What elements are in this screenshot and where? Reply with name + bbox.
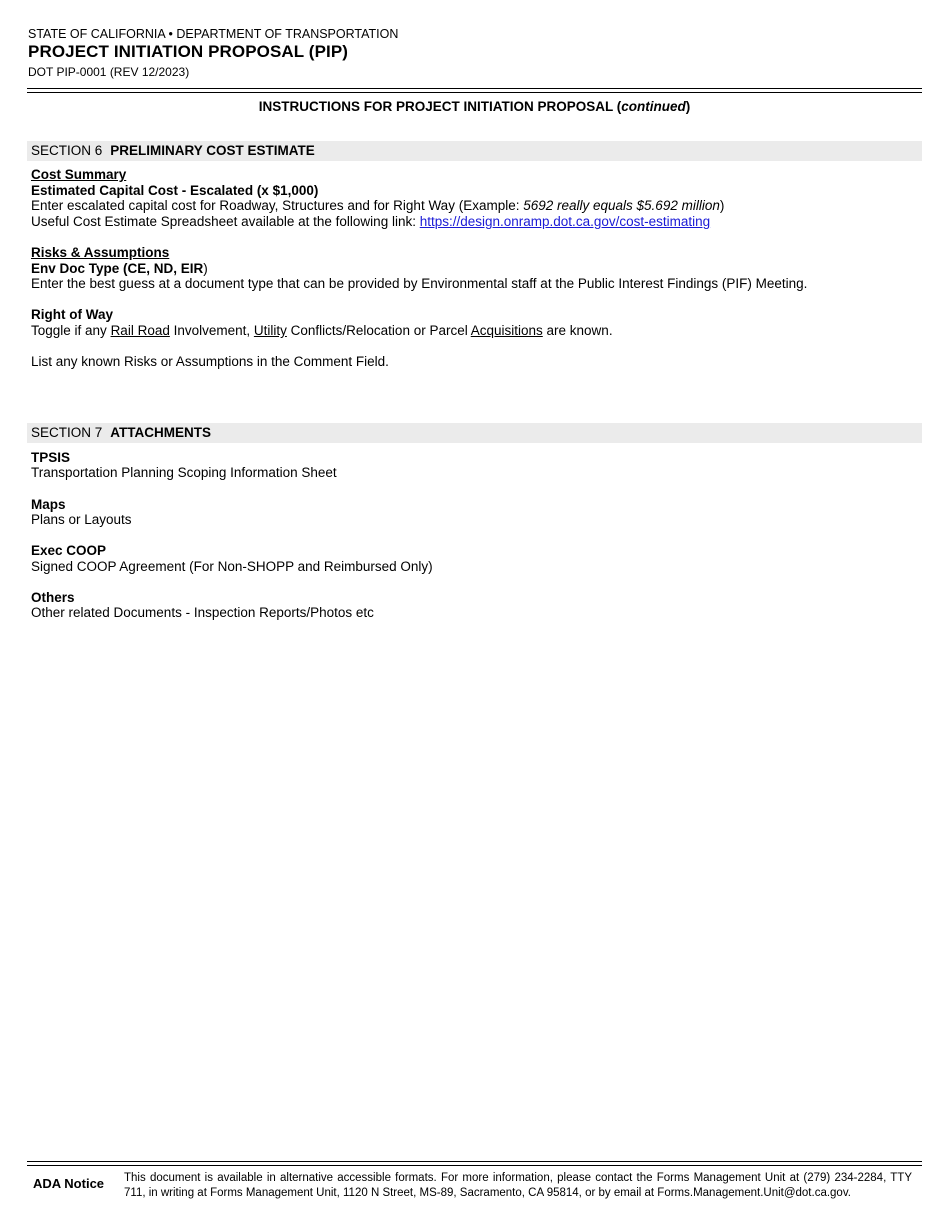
capital-cost-subheading: Estimated Capital Cost - Escalated (x $1,000)	[31, 183, 319, 198]
attachment-label: Others	[31, 590, 75, 605]
risks-heading: Risks & Assumptions	[31, 245, 170, 260]
section-number: SECTION 6	[31, 143, 103, 158]
section-name: PRELIMINARY COST ESTIMATE	[110, 143, 315, 158]
section-7-header	[27, 423, 922, 443]
right-of-way-heading: Right of Way	[31, 307, 113, 322]
section-6-header	[27, 141, 922, 161]
capital-cost-instructions: Enter escalated capital cost for Roadway, Structures and for Right Way (Example: 5692 really equals $5.692 million)	[31, 198, 725, 213]
env-doc-type-label: Env Doc Type (CE, ND, EIR)	[31, 261, 208, 276]
agency-line: STATE OF CALIFORNIA • DEPARTMENT OF TRANSPORTATION	[28, 27, 399, 41]
right-of-way-instructions: Toggle if any Rail Road Involvement, Utility Conflicts/Relocation or Parcel Acquisitions are known.	[31, 323, 613, 338]
attachment-description: Other related Documents - Inspection Reports/Photos etc	[31, 605, 374, 620]
document-page	[27, 0, 922, 1230]
comment-field-note: List any known Risks or Assumptions in the Comment Field.	[31, 354, 389, 369]
attachment-description: Signed COOP Agreement (For Non-SHOPP and Reimbursed Only)	[31, 559, 433, 574]
env-doc-type-instructions: Enter the best guess at a document type that can be provided by Environmental staff at the Public Interest Findings (PIF) Meeting.	[31, 276, 808, 291]
form-title: PROJECT INITIATION PROPOSAL (PIP)	[28, 42, 349, 61]
instructions-title: INSTRUCTIONS FOR PROJECT INITIATION PROPOSAL (continued)	[258, 99, 691, 114]
section-number: SECTION 7	[31, 425, 103, 440]
ada-notice-label: ADA Notice	[33, 1176, 105, 1191]
footer-rule	[27, 1161, 922, 1162]
spreadsheet-note: Useful Cost Estimate Spreadsheet available at the following link: https://design.onramp.dot.ca.gov/cost-estimating	[31, 214, 711, 229]
attachment-label: Exec COOP	[31, 543, 107, 558]
section-name: ATTACHMENTS	[110, 425, 212, 440]
attachment-description: Plans or Layouts	[31, 512, 132, 527]
header-rule	[27, 92, 922, 93]
cost-estimating-link[interactable]: https://design.onramp.dot.ca.gov/cost-estimating	[419, 214, 711, 229]
attachment-label: Maps	[31, 497, 66, 512]
cost-summary-heading: Cost Summary	[31, 167, 127, 182]
form-number: DOT PIP-0001 (REV 12/2023)	[28, 65, 190, 79]
footer-rule	[27, 1165, 922, 1166]
ada-notice-text: This document is available in alternative accessible formats. For more information, please contact the Forms Management Unit at (279) 234-2284, TTY 711, in writing at Forms Management Unit, 1120 N Street, MS-89, Sacramento, CA 95814, or by email at Forms.Management.Unit@dot.ca.gov.	[124, 1172, 912, 1199]
header-rule	[27, 88, 922, 89]
attachment-label: TPSIS	[31, 450, 71, 465]
attachment-description: Transportation Planning Scoping Information Sheet	[31, 465, 337, 480]
